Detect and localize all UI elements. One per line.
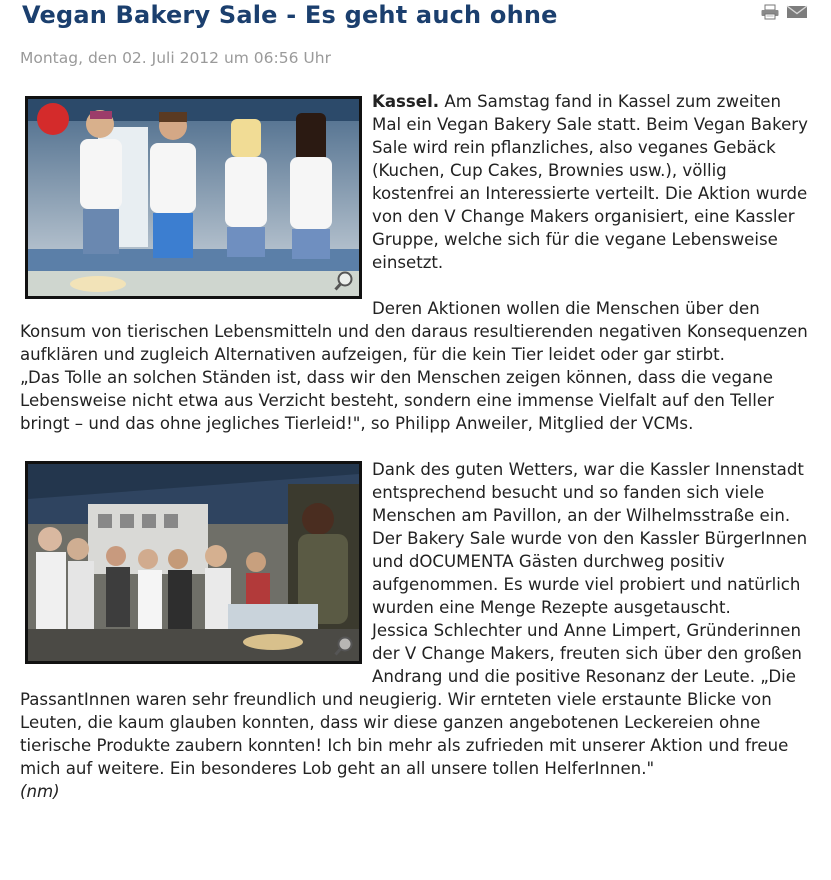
paragraph-founders: Jessica Schlechter und Anne Limpert, Gründerinnen der V Change Makers, freuten sich über den großen Andrang und die positive Resonanz der Leute. „Die PassantInnen waren sehr freundlich und neugierig. Wir ernteten viele erstaunte Blicke von Leuten, die kaum glauben konnten, dass wir diese ganzen angebotenen Leckereien ohne tierische Produkte zaubern konnten! Ich bin mehr als zufrieden mit unserer Aktion und freue mich auf weitere. Ein besonderes Lob geht an all unsere tollen HelferInnen." — [20, 621, 802, 778]
article-title: Vegan Bakery Sale - Es geht auch ohne — [22, 1, 558, 29]
email-icon[interactable] — [786, 4, 808, 20]
printer-icon[interactable] — [760, 4, 780, 20]
paragraph-quote-philipp: „Das Tolle an solchen Ständen ist, dass wir den Menschen zeigen können, dass die vegane Lebensweise nicht etwa aus Verzicht besteht, sondern eine immense Vielfalt auf den Teller bringt – und das ohne jegliches Tierleid!", so Philipp Anweiler, Mitglied der VCMs. — [20, 368, 774, 433]
photo-crowd-stand[interactable] — [25, 461, 362, 664]
photo-crowd-stand-image — [28, 464, 359, 661]
photo-vegan-team-image — [28, 99, 359, 296]
article-body — [20, 90, 812, 803]
article-actions — [760, 4, 808, 20]
paragraph-intro-lead: Kassel. — [372, 92, 440, 111]
article-date: Montag, den 02. Juli 2012 um 06:56 Uhr — [20, 49, 331, 67]
magnifier-icon[interactable] — [333, 635, 355, 657]
photo-vegan-team[interactable] — [25, 96, 362, 299]
signature — [20, 780, 812, 803]
paragraph-reception: Der Bakery Sale wurde von den Kassler BürgerInnen und dOCUMENTA Gästen durchweg positiv aufgenommen. Es wurde viel probiert und natürlich wurden eine Menge Rezepte ausgetauscht. — [372, 529, 808, 617]
magnifier-icon[interactable] — [333, 270, 355, 292]
paragraph-weather: Dank des guten Wetters, war die Kassler Innenstadt entsprechend besucht und so fanden sich viele Menschen am Pavillon, an der Wilhelmsstraße ein. — [372, 460, 804, 525]
paragraph-actions: Deren Aktionen wollen die Menschen über den Konsum von tierischen Lebensmitteln und den daraus resultierenden negativen Konsequenzen aufklären und zugleich Alternativen aufzeigen, für die kein Tier leidet oder gar stirbt. — [20, 299, 808, 364]
paragraph-intro-text: Am Samstag fand in Kassel zum zweiten Mal ein Vegan Bakery Sale statt. Beim Vegan Bakery Sale wird rein pflanzliches, also veganes Gebäck (Kuchen, Cup Cakes, Brownies usw.), völlig kostenfrei an Interessierte verteilt. Die Aktion wurde von den V Change Makers organisiert, eine Kassler Gruppe, welche sich für die vegane Lebensweise einsetzt. — [372, 92, 808, 272]
signature-text: (nm) — [20, 782, 60, 801]
